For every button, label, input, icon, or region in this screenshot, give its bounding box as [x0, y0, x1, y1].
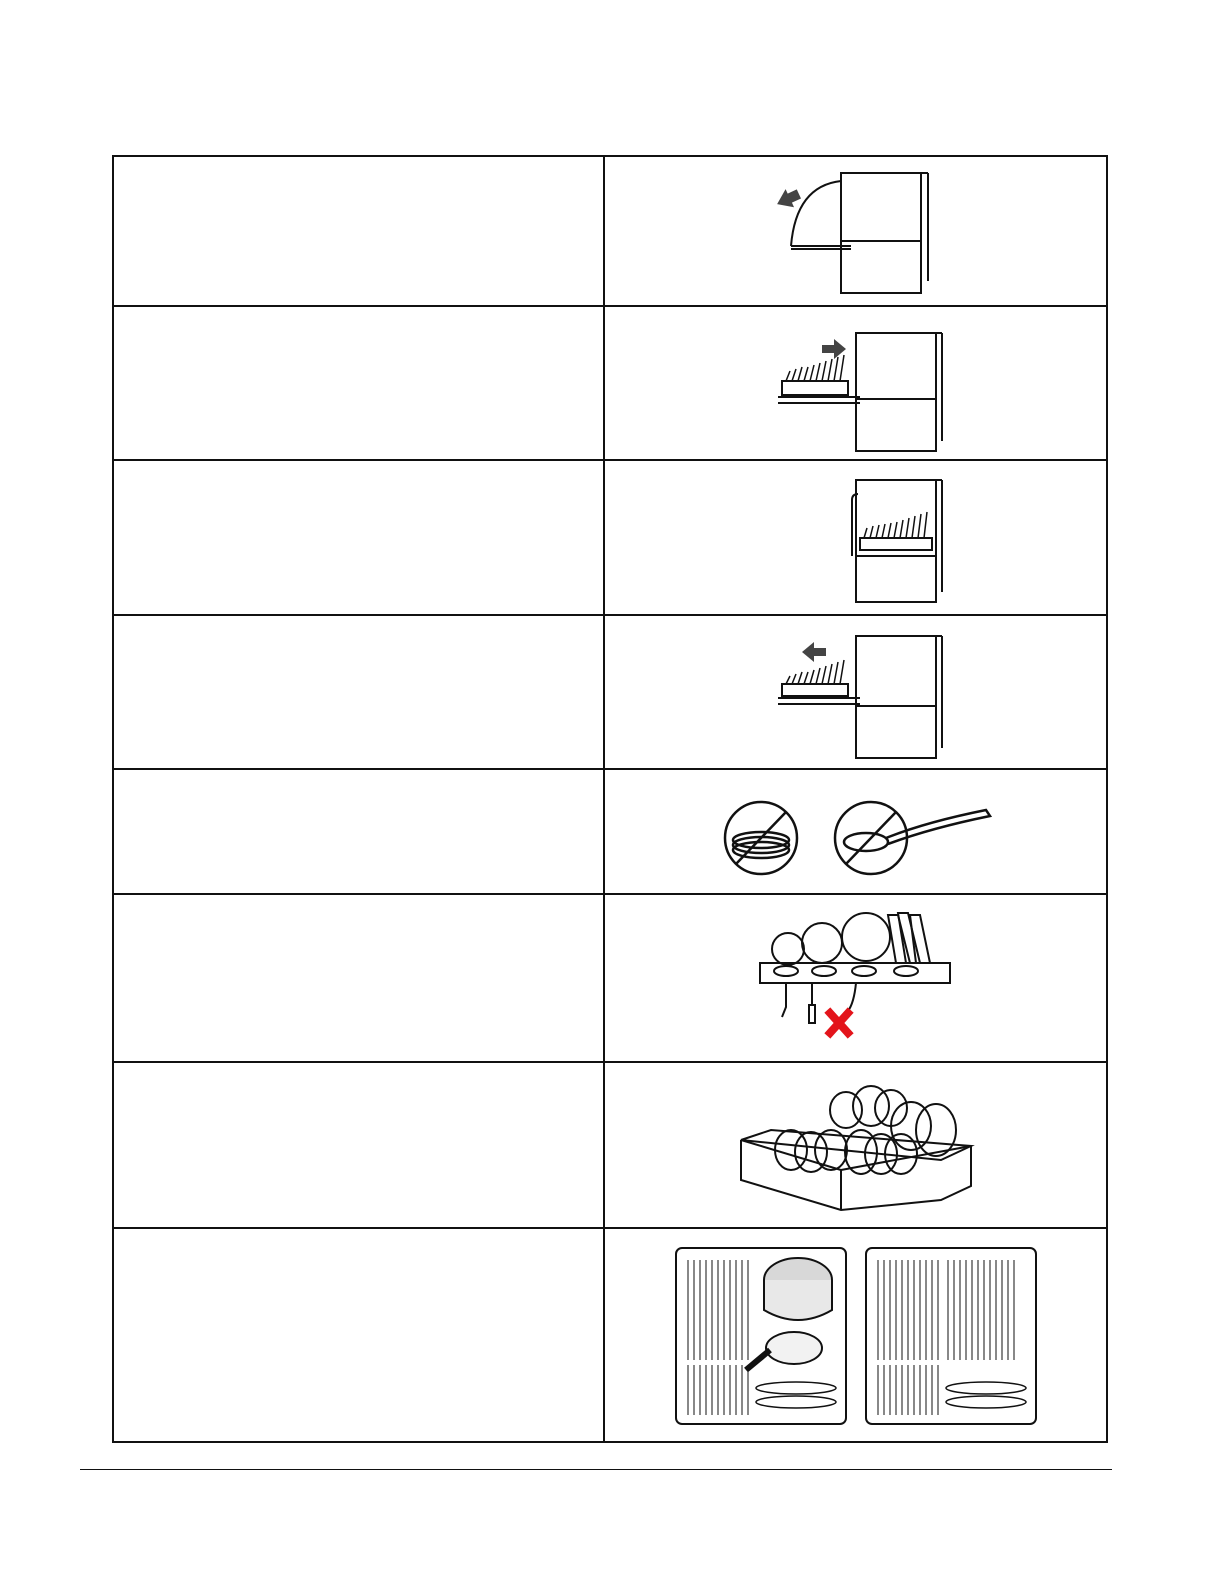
table-row: [114, 307, 1106, 461]
table-row: [114, 770, 1106, 895]
remove-rack-icon: [756, 622, 956, 762]
table-row: [114, 157, 1106, 307]
step-text-cell: [114, 1063, 605, 1227]
loaded-basket-icon: [731, 1070, 981, 1220]
step-image-cell: [605, 895, 1106, 1061]
basket-layout-icon: [666, 1240, 1046, 1430]
table-row: [114, 895, 1106, 1063]
step-image-cell: [605, 1229, 1106, 1441]
step-image-cell: [605, 157, 1106, 305]
instruction-table: [112, 155, 1108, 1443]
no-stacked-dishes-icon: [706, 782, 1006, 882]
step-text-cell: [114, 157, 605, 305]
table-row: [114, 1229, 1106, 1441]
step-text-cell: [114, 770, 605, 893]
step-image-cell: [605, 307, 1106, 459]
rack-loading-icon: [746, 903, 966, 1053]
step-text-cell: [114, 307, 605, 459]
table-row: [114, 1063, 1106, 1229]
footer-divider: [80, 1469, 1112, 1470]
insert-rack-icon: [756, 313, 956, 453]
step-image-cell: [605, 1063, 1106, 1227]
step-image-cell: [605, 461, 1106, 614]
step-image-cell: [605, 616, 1106, 768]
open-hood-icon: [756, 161, 956, 301]
rack-inside-machine-icon: [756, 468, 956, 608]
step-text-cell: [114, 616, 605, 768]
table-row: [114, 616, 1106, 770]
step-text-cell: [114, 1229, 605, 1441]
step-text-cell: [114, 895, 605, 1061]
table-row: [114, 461, 1106, 616]
step-image-cell: [605, 770, 1106, 893]
step-text-cell: [114, 461, 605, 614]
